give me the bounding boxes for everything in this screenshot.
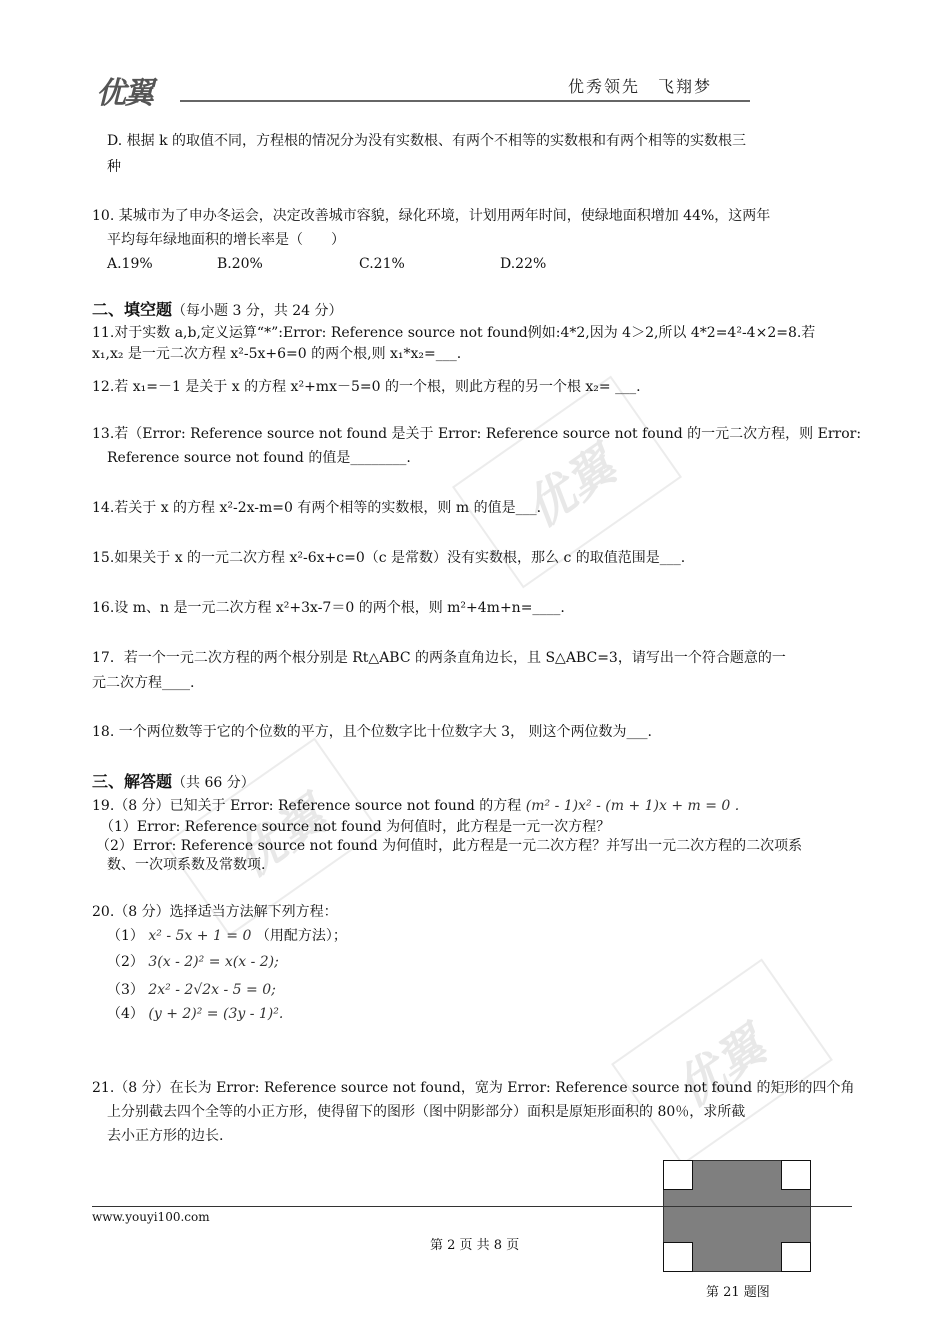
q18-line1: 18. 一个两位数等于它的个位数的平方，且个位数字比十位数字大 3， 则这个两位数为___.: [92, 724, 652, 740]
q21-line2: 上分别截去四个全等的小正方形，使得留下的图形（图中阴影部分）面积是原矩形面积的 80％，求所截: [107, 1104, 746, 1120]
q17-line1: 17．若一个一元二次方程的两个根分别是 Rt△ABC 的两条直角边长，且 S△ABC=3，请写出一个符合题意的一: [92, 650, 786, 666]
q21-figure-caption: 第 21 题图: [706, 1285, 770, 1300]
q20-item-2: [107, 950, 877, 974]
q10-line1: 10. 某城市为了申办冬运会，决定改善城市容貌，绿化环境，计划用两年时间，使绿地面积增加 44%，这两年: [92, 208, 771, 224]
footer-rule: [92, 1206, 852, 1207]
q10-option-c: C.21%: [359, 256, 405, 272]
q20-item-formula: (y + 2)² = (3y - 1)².: [148, 1006, 284, 1022]
q10-option-b: B.20%: [217, 256, 263, 272]
q21-line1: 21.（8 分）在长为 Error: Reference source not found，宽为 Error: Reference source not found 的矩形的四个角: [92, 1080, 855, 1096]
q11-line1: 11.对于实数 a,b,定义运算“*”:Error: Reference source not found例如:4*2,因为 4＞2,所以 4*2=4²-4×2=8.若: [92, 325, 816, 341]
q20-item-3: [107, 978, 877, 1002]
cut-square-bottom-left: [663, 1242, 693, 1272]
q21-line3: 去小正方形的边长.: [107, 1128, 224, 1144]
q14-line1: 14.若关于 x 的方程 x²-2x-m=0 有两个相等的实数根，则 m 的值是___.: [92, 500, 542, 516]
q15-line1: 15.如果关于 x 的一元二次方程 x²-6x+c=0（c 是常数）没有实数根，那么 c 的取值范围是___.: [92, 550, 686, 566]
watermark-logo: 优翼: [515, 437, 626, 539]
q10-option-d: D.22%: [500, 256, 547, 272]
header-slogan: 优秀领先 飞翔梦: [568, 77, 713, 96]
q20-item-label: （3）: [107, 982, 144, 998]
q10-option-a: A.19%: [107, 256, 153, 272]
header-rule: [180, 100, 750, 102]
q20-item-label: （1）: [107, 928, 144, 944]
q20-item-formula: 2x² - 2√2x - 5 = 0;: [148, 982, 276, 998]
q20-item-4: [107, 1002, 877, 1026]
section3-note: （共 66 分）: [172, 775, 255, 791]
q21-rectangle-figure: [663, 1160, 811, 1272]
q13-line1: 13.若（Error: Reference source not found 是关于 Error: Reference source not found 的一元二次方程，则 Error:: [92, 426, 862, 442]
q20-item-label: （2）: [107, 954, 144, 970]
cut-square-bottom-right: [781, 1242, 811, 1272]
cut-square-top-right: [781, 1160, 811, 1190]
q20-line1: 20.（8 分）选择适当方法解下列方程：: [92, 904, 338, 920]
q11-line2: x₁,x₂ 是一元二次方程 x²-5x+6=0 的两个根,则 x₁*x₂=___.: [92, 346, 462, 362]
header-logo: 优翼: [96, 76, 152, 111]
q20-item-formula: 3(x - 2)² = x(x - 2);: [148, 954, 279, 970]
section2-heading: [92, 298, 862, 323]
section3-title: 三、解答题: [92, 772, 173, 791]
q20-item-formula: x² - 5x + 1 = 0: [148, 928, 252, 944]
q19-sub1: （1）Error: Reference source not found 为何值时，此方程是一元一次方程？: [100, 819, 611, 835]
q10-line2: 平均每年绿地面积的增长率是（ ）: [107, 232, 345, 248]
q19-formula: (m² - 1)x² - (m + 1)x + m = 0 .: [525, 798, 740, 814]
q13-line2: Reference source not found 的值是________.: [107, 450, 411, 466]
section2-title: 二、填空题: [92, 300, 173, 319]
q20-item-label: （4）: [107, 1006, 144, 1022]
q19-sub2-line2: 数、一次项系数及常数项.: [107, 857, 266, 873]
q9-option-d-line1: D. 根据 k 的取值不同，方程根的情况分为没有实数根、有两个不相等的实数根和有两个相等的实数根三: [107, 133, 747, 149]
q16-line1: 16.设 m、n 是一元二次方程 x²+3x-7＝0 的两个根，则 m²+4m+n=____.: [92, 600, 565, 616]
footer-url: www.youyi100.com: [92, 1210, 210, 1224]
q20-item-1: [107, 924, 877, 948]
q9-option-d-line2: 种: [107, 159, 121, 175]
footer-page-number: 第 2 页 共 8 页: [430, 1238, 520, 1253]
q12-line1: 12.若 x₁=－1 是关于 x 的方程 x²+mx－5=0 的一个根，则此方程的另一个根 x₂= ___.: [92, 379, 641, 395]
q20-item-note: （用配方法）；: [255, 928, 347, 944]
q19-text: 19.（8 分）已知关于 Error: Reference source not found 的方程: [92, 798, 522, 814]
cut-square-top-left: [663, 1160, 693, 1190]
watermark-logo: 优翼: [665, 1017, 776, 1119]
q17-line2: 元二次方程____.: [92, 675, 195, 691]
q19-sub2-line1: （2）Error: Reference source not found 为何值时，此方程是一元二次方程？并写出一元二次方程的二次项系: [96, 838, 803, 854]
section3-heading: [92, 770, 862, 795]
section2-note: （每小题 3 分，共 24 分）: [172, 303, 343, 319]
watermark-logo: 优翼: [225, 787, 336, 889]
